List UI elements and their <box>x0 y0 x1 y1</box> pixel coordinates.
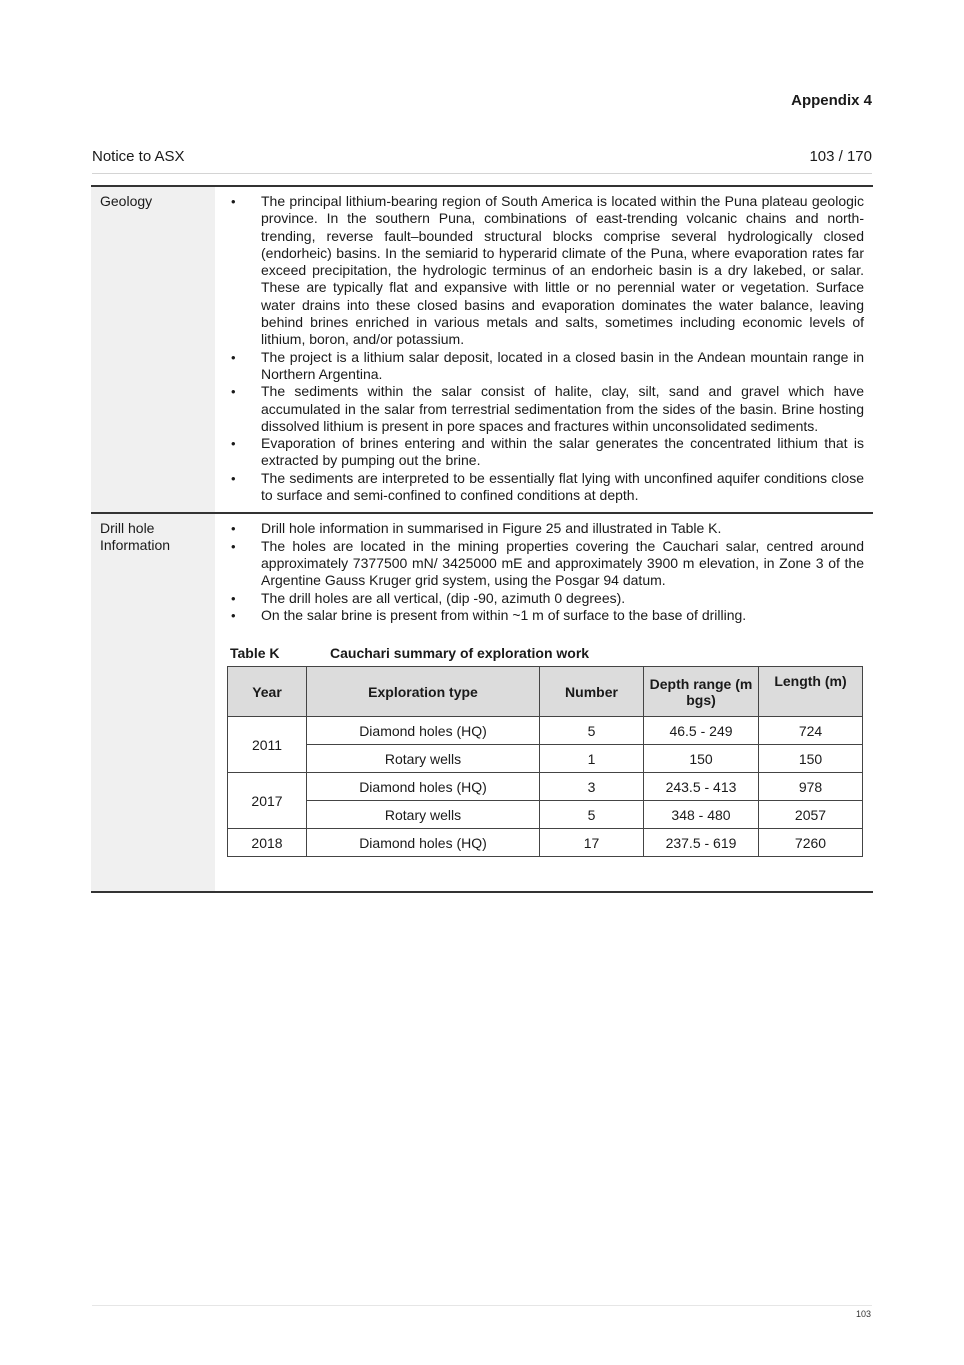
table-row <box>228 745 863 773</box>
type-cell: Rotary wells <box>307 745 540 773</box>
type-cell: Rotary wells <box>307 801 540 829</box>
table-row <box>228 801 863 829</box>
page-counter: 103 / 170 <box>809 148 872 165</box>
header-length: Length (m) <box>759 667 863 717</box>
number-cell: 17 <box>540 829 644 857</box>
number-cell: 1 <box>540 745 644 773</box>
table-row <box>228 829 863 857</box>
drill-bullet: • The drill holes are all vertical, (dip -90, azimuth 0 degrees). <box>230 590 864 607</box>
length-cell: 7260 <box>759 829 863 857</box>
drill-hole-content <box>215 513 873 892</box>
drill-hole-row <box>91 513 873 892</box>
depth-cell: 348 - 480 <box>644 801 759 829</box>
geology-label: Geology <box>91 186 215 513</box>
jorc-table <box>91 185 873 893</box>
type-cell: Diamond holes (HQ) <box>307 829 540 857</box>
geology-content <box>215 186 873 513</box>
depth-cell: 243.5 - 413 <box>644 773 759 801</box>
table-title: Cauchari summary of exploration work <box>330 645 590 662</box>
footer-divider <box>92 1305 872 1306</box>
geology-bullet: • The sediments are interpreted to be essentially flat lying with unconfined aquifer conditions close to surface and semi-confined to confined conditions at depth. <box>230 470 864 505</box>
table-header-row <box>228 667 863 717</box>
geology-bullet: • The project is a lithium salar deposit, located in a closed basin in the Andean mountain range in Northern Argentina. <box>230 349 864 384</box>
number-cell: 5 <box>540 717 644 745</box>
drill-bullet: • Drill hole information in summarised in Figure 25 and illustrated in Table K. <box>230 520 864 537</box>
page-header <box>92 148 872 165</box>
header-year: Year <box>228 667 307 717</box>
number-cell: 5 <box>540 801 644 829</box>
depth-cell: 237.5 - 619 <box>644 829 759 857</box>
length-cell: 724 <box>759 717 863 745</box>
drill-hole-label: Drill hole Information <box>91 513 215 892</box>
drill-bullet: • On the salar brine is present from within ~1 m of surface to the base of drilling. <box>230 607 864 624</box>
exploration-table <box>227 666 863 857</box>
geology-bullet: • Evaporation of brines entering and within the salar generates the concentrated lithium that is extracted by pumping out the brine. <box>230 435 864 470</box>
number-cell: 3 <box>540 773 644 801</box>
document-title: Notice to ASX <box>92 148 185 165</box>
geology-bullet-list <box>230 193 864 504</box>
length-cell: 978 <box>759 773 863 801</box>
year-cell: 2011 <box>228 717 307 773</box>
table-row <box>228 717 863 745</box>
table-number: Table K <box>230 645 280 662</box>
header-exploration-type: Exploration type <box>307 667 540 717</box>
year-cell: 2017 <box>228 773 307 829</box>
header-depth-range: Depth range (m bgs) <box>644 667 759 717</box>
length-cell: 2057 <box>759 801 863 829</box>
length-cell: 150 <box>759 745 863 773</box>
page-number: 103 <box>855 1309 871 1319</box>
table-caption <box>230 645 864 661</box>
depth-cell: 46.5 - 249 <box>644 717 759 745</box>
header-number: Number <box>540 667 644 717</box>
geology-bullet: • The sediments within the salar consist of halite, clay, silt, sand and gravel which have accumulated in the salar from terrestrial sedimentation from the sides of the basin. Brine hosting dissolved lithium is present in pore spaces and fractures within unconsolidated sediments. <box>230 383 864 435</box>
drill-bullet-list <box>230 520 864 624</box>
table-row <box>228 773 863 801</box>
type-cell: Diamond holes (HQ) <box>307 773 540 801</box>
depth-cell: 150 <box>644 745 759 773</box>
type-cell: Diamond holes (HQ) <box>307 717 540 745</box>
year-cell: 2018 <box>228 829 307 857</box>
drill-bullet: • The holes are located in the mining properties covering the Cauchari salar, centred around approximately 7377500 mN/ 3425000 mE and approximately 3900 m elevation, in Zone 3 of the Argentine Gauss Kruger grid system, using the Posgar 94 datum. <box>230 538 864 590</box>
geology-row <box>91 186 873 513</box>
appendix-title: Appendix 4 <box>791 92 872 109</box>
geology-bullet: • The principal lithium-bearing region of South America is located within the Puna plateau geologic province. In the southern Puna, combinations of east-trending volcanic chains and north-trending, reverse fault–bounded structural blocks comprise several hydrologically closed (endorheic) basins. In the semiarid to hyperarid climate of the Puna, where evaporation rates far exceed precipitation, the hydrologic terminus of an endorheic basin is a dry lakebed, or salar. These are typically flat and expansive with little or no perennial water or vegetation. Surface water drains into these closed basins and evaporation dominates the water balance, leaving behind brines enriched in various metals and salts, sometimes including economic levels of lithium, boron, and/or potassium. <box>230 193 864 349</box>
header-divider <box>92 173 872 174</box>
